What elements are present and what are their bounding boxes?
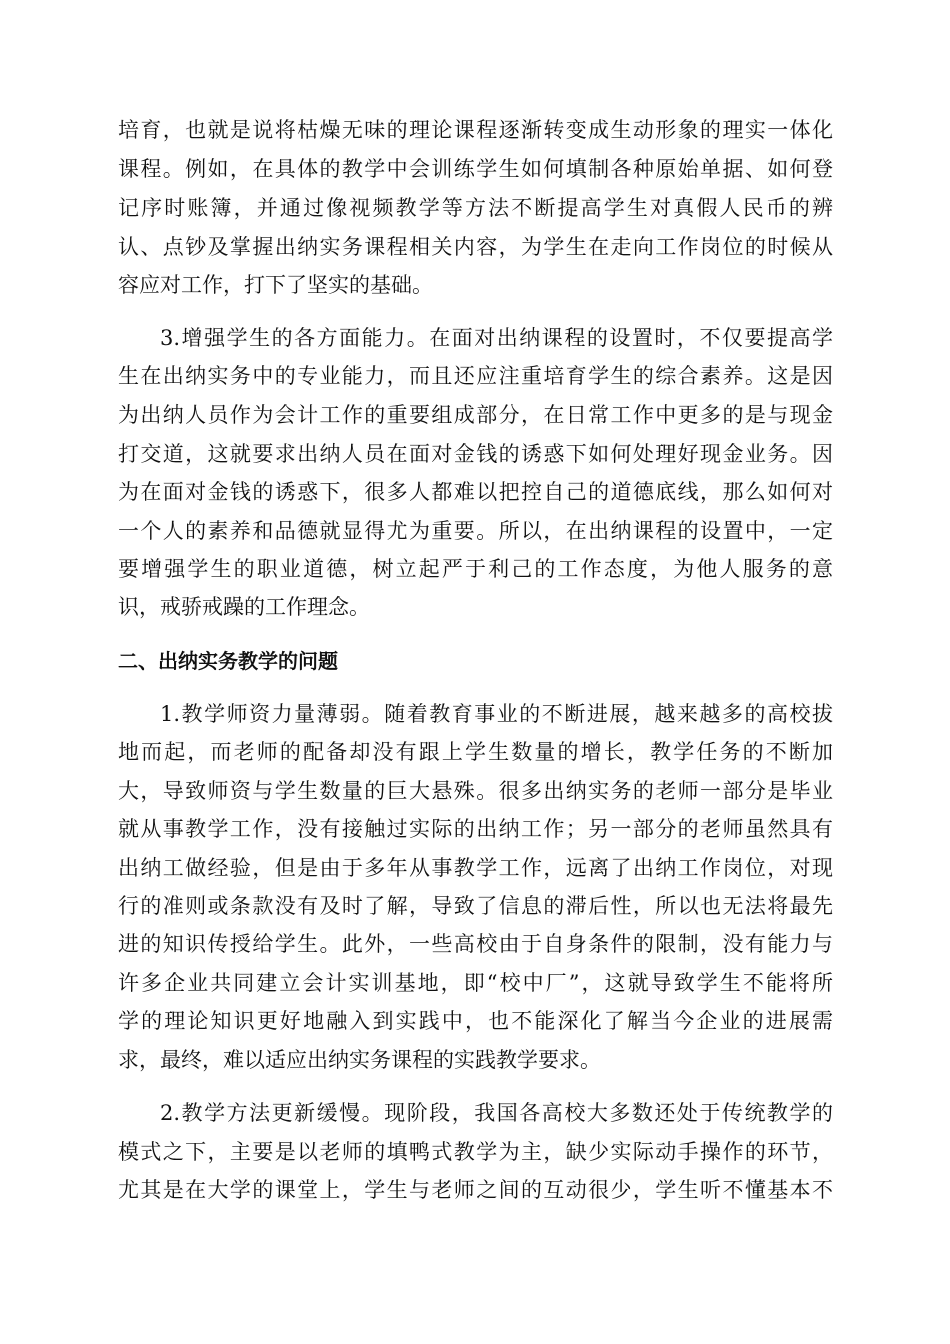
paragraph-3-line-5: 出纳工做经验，但是由于多年从事教学工作，远离了出纳工作岗位，对现 (118, 856, 833, 880)
paragraph-3-line-10: 求，最终，难以适应出纳实务课程的实践教学要求。 (118, 1048, 601, 1072)
paragraph-3-line-7: 进的知识传授给学生。此外，一些高校由于自身条件的限制，没有能力与 (118, 932, 833, 956)
paragraph-1-line-1: 培育，也就是说将枯燥无味的理论课程逐渐转变成生动形象的理实一体化 (118, 118, 833, 142)
section-heading: 二、出纳实务教学的问题 (118, 649, 338, 673)
paragraph-1-line-2: 课程。例如，在具体的教学中会训练学生如何填制各种原始单据、如何登 (118, 157, 833, 181)
paragraph-2-line-3: 为出纳人员作为会计工作的重要组成部分，在日常工作中更多的是与现金 (118, 403, 833, 427)
paragraph-4-line-1: 2.教学方法更新缓慢。现阶段，我国各高校大多数还处于传统教学的 (160, 1101, 833, 1125)
paragraph-1-line-4: 认、点钞及掌握出纳实务课程相关内容，为学生在走向工作岗位的时候从 (118, 235, 833, 259)
paragraph-3-line-2: 地而起，而老师的配备却没有跟上学生数量的增长，教学任务的不断加 (118, 740, 833, 764)
paragraph-3-line-8: 许多企业共同建立会计实训基地，即“校中厂”，这就导致学生不能将所 (118, 971, 833, 995)
paragraph-2-line-4: 打交道，这就要求出纳人员在面对金钱的诱惑下如何处理好现金业务。因 (118, 442, 833, 466)
paragraph-2-line-1: 3.增强学生的各方面能力。在面对出纳课程的设置时，不仅要提高学 (160, 326, 833, 350)
paragraph-3-line-1: 1.教学师资力量薄弱。随着教育事业的不断进展，越来越多的高校拔 (160, 702, 833, 726)
paragraph-3-line-9: 学的理论知识更好地融入到实践中，也不能深化了解当今企业的进展需 (118, 1009, 833, 1033)
paragraph-3-line-3: 大，导致师资与学生数量的巨大悬殊。很多出纳实务的老师一部分是毕业 (118, 779, 833, 803)
paragraph-3-line-4: 就从事教学工作，没有接触过实际的出纳工作；另一部分的老师虽然具有 (118, 817, 833, 841)
paragraph-2-line-6: 一个人的素养和品德就显得尤为重要。所以，在出纳课程的设置中，一定 (118, 519, 833, 543)
paragraph-4-line-3: 尤其是在大学的课堂上，学生与老师之间的互动很少，学生听不懂基本不 (118, 1178, 833, 1202)
paragraph-3-line-6: 行的准则或条款没有及时了解，导致了信息的滞后性，所以也无法将最先 (118, 894, 833, 918)
paragraph-2-line-2: 生在出纳实务中的专业能力，而且还应注重培育学生的综合素养。这是因 (118, 364, 833, 388)
paragraph-4-line-2: 模式之下，主要是以老师的填鸭式教学为主，缺少实际动手操作的环节， (118, 1140, 833, 1164)
paragraph-1-line-5: 容应对工作，打下了坚实的基础。 (118, 273, 433, 297)
paragraph-2-line-7: 要增强学生的职业道德，树立起严于利己的工作态度，为他人服务的意 (118, 557, 833, 581)
paragraph-2-line-5: 为在面对金钱的诱惑下，很多人都难以把控自己的道德底线，那么如何对 (118, 480, 833, 504)
paragraph-1-line-3: 记序时账簿，并通过像视频教学等方法不断提高学生对真假人民币的辨 (118, 196, 833, 220)
paragraph-2-line-8: 识，戒骄戒躁的工作理念。 (118, 595, 370, 619)
